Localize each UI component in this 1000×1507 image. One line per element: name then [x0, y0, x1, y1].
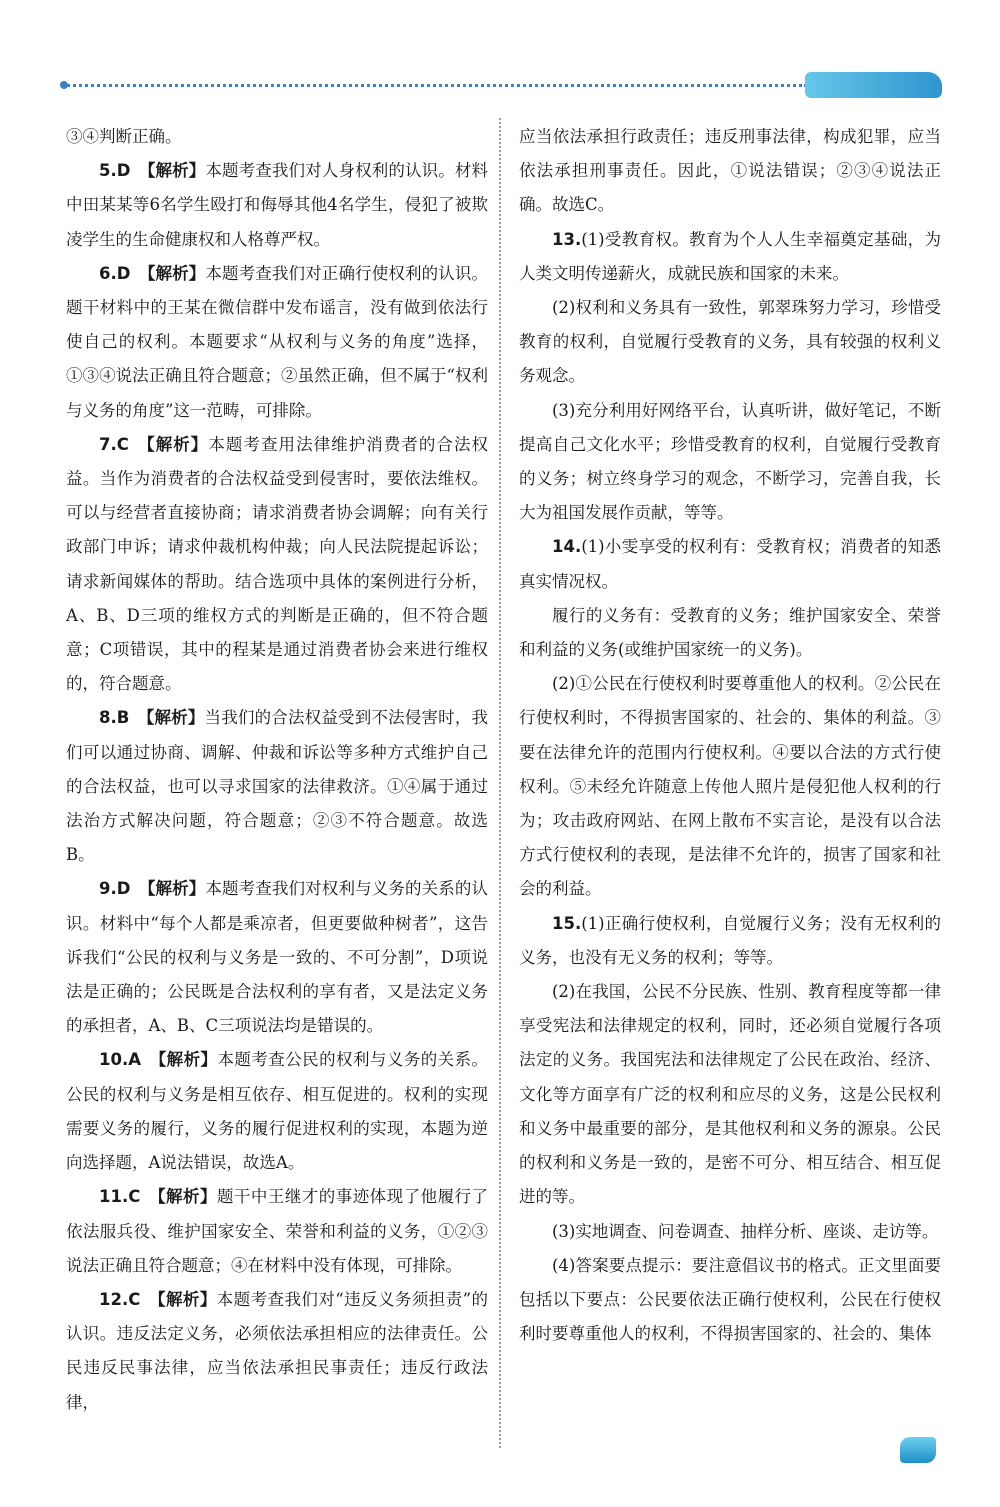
answer-paragraph — [66, 428, 488, 702]
answer-paragraph — [519, 1249, 941, 1352]
answer-text: (2)在我国，公民不分民族、性别、教育程度等都一律享受宪法和法律规定的权利，同时，还必须自觉履行各项法定的义务。我国宪法和法律规定了公民在政治、经济、文化等方面享有广泛的权利和应尽的义务，这是公民权利和义务中最重要的部分，是其他权利和义务的源泉。公民的权利和义务是一致的，是密不可分、相互结合、相互促进的等。 — [519, 982, 941, 1207]
answer-paragraph — [519, 975, 941, 1214]
question-number: 9.D — [99, 879, 131, 899]
answer-text: (3)充分利用好网络平台，认真听讲，做好笔记，不断提高自己文化水平；珍惜受教育的权利，自觉履行受教育的义务；树立终身学习的观念，不断学习，完善自我，长大为祖国发展作贡献，等等。 — [519, 400, 941, 523]
analysis-tag: 【解析】 — [148, 1187, 217, 1207]
answer-paragraph — [519, 667, 941, 906]
answer-paragraph — [519, 599, 941, 667]
answer-paragraph — [66, 257, 488, 428]
answer-text: 当我们的合法权益受到不法侵害时，我们可以通过协商、调解、仲裁和诉讼等多种方式维护自己的合法权益，也可以寻求国家的法律救济。①④属于通过法治方式解决问题，符合题意；②③不符合题意。故选B。 — [66, 708, 489, 865]
question-number: 11.C — [99, 1187, 141, 1207]
answer-paragraph — [66, 1043, 488, 1180]
answer-text: ③④判断正确。 — [66, 127, 182, 146]
answer-text: 应当依法承担行政责任；违反刑事法律，构成犯罪，应当依法承担刑事责任。因此，①说法错误；②③④说法正确。故选C。 — [519, 127, 941, 215]
analysis-tag: 【解析】 — [138, 263, 206, 283]
answer-text: 本题考查我们对“违反义务须担责”的认识。违反法定义务，必须依法承担相应的法律责任。公民违反民事法律，应当依法承担民事责任；违反行政法律， — [66, 1289, 489, 1412]
question-number: 5.D — [99, 161, 131, 181]
answer-text: 本题考查我们对人身权利的认识。材料中田某某等6名学生殴打和侮辱其他4名学生，侵犯了被欺凌学生的生命健康权和人格尊严权。 — [66, 161, 489, 249]
question-number: 10.A — [99, 1050, 141, 1070]
answer-text: (1)受教育权。教育为个人人生幸福奠定基础，为人类文明传递薪火，成就民族和国家的未来。 — [519, 229, 941, 283]
answer-paragraph — [519, 530, 941, 598]
answer-paragraph — [519, 223, 941, 291]
question-number: 6.D — [99, 263, 131, 283]
answer-text: (3)实地调查、问卷调查、抽样分析、座谈、走访等。 — [552, 1221, 939, 1241]
analysis-tag: 【解析】 — [138, 161, 206, 181]
question-number: 8.B — [99, 708, 130, 728]
answer-text: 本题考查用法律维护消费者的合法权益。当作为消费者的合法权益受到侵害时，要依法维权。可以与经营者直接协商；请求消费者协会调解；向有关行政部门申诉；请求仲裁机构仲裁；向人民法院提起诉讼；请求新闻媒体的帮助。结合选项中具体的案例进行分析，A、B、D三项的维权方式的判断是正确的，但不符合题意；C项错误，其中的程某是通过消费者协会来进行维权的，符合题意。 — [66, 434, 489, 694]
answer-paragraph — [66, 154, 488, 257]
answer-text: (1)正确行使权利，自觉履行义务；没有无权利的义务，也没有无义务的权利；等等。 — [519, 913, 941, 967]
right-column — [519, 120, 941, 1351]
answer-paragraph — [66, 701, 488, 872]
answer-text: (2)权利和义务具有一致性，郭翠珠努力学习，珍惜受教育的权利，自觉履行受教育的义务，具有较强的权利义务观念。 — [519, 298, 941, 386]
answer-text: 本题考查我们对权利与义务的关系的认识。材料中“每个人都是乘凉者，但更要做种树者”，这告诉我们“公民的权利与义务是一致的、不可分割”，D项说法是正确的；公民既是合法权利的享有者，又是法定义务的承担者，A、B、C三项说法均是错误的。 — [66, 879, 489, 1036]
page-number-badge — [900, 1437, 936, 1463]
answer-paragraph — [66, 120, 488, 154]
left-column — [66, 120, 488, 1420]
answer-text: (1)小雯享受的权利有：受教育权；消费者的知悉真实情况权。 — [519, 537, 941, 591]
column-divider — [499, 118, 501, 1448]
analysis-tag: 【解析】 — [148, 1289, 217, 1309]
analysis-tag: 【解析】 — [137, 708, 205, 728]
answer-text: 题干中王继才的事迹体现了他履行了依法服兵役、维护国家安全、荣誉和利益的义务，①②③说法正确且符合题意；④在材料中没有体现，可排除。 — [66, 1187, 489, 1275]
answer-paragraph — [66, 1283, 488, 1420]
answer-text: 本题考查公民的权利与义务的关系。公民的权利与义务是相互依存、相互促进的。权利的实现需要义务的履行，义务的履行促进权利的实现，本题为逆向选择题，A说法错误，故选A。 — [66, 1050, 488, 1173]
question-number: 13. — [552, 229, 582, 249]
answer-paragraph — [519, 1215, 941, 1249]
header-dotted-rule — [62, 84, 807, 87]
question-number: 14. — [552, 537, 582, 557]
answer-paragraph — [519, 291, 941, 394]
analysis-tag: 【解析】 — [149, 1050, 218, 1070]
answer-paragraph — [66, 1180, 488, 1283]
analysis-tag: 【解析】 — [137, 434, 209, 454]
answer-paragraph — [519, 394, 941, 531]
analysis-tag: 【解析】 — [138, 879, 206, 899]
answer-text: (4)答案要点提示：要注意倡议书的格式。正文里面要包括以下要点：公民要依法正确行使权利，公民在行使权利时要尊重他人的权利，不得损害国家的、社会的、集体 — [519, 1255, 941, 1344]
question-number: 7.C — [99, 434, 129, 454]
question-number: 12.C — [99, 1289, 141, 1309]
answer-paragraph — [519, 907, 941, 975]
question-number: 15. — [552, 913, 582, 933]
header-tab — [805, 72, 942, 98]
answer-paragraph — [519, 120, 941, 223]
answer-text: 本题考查我们对正确行使权利的认识。题干材料中的王某在微信群中发布谣言，没有做到依法行使自己的权利。本题要求“从权利与义务的角度”选择，①③④说法正确且符合题意；②虽然正确，但不属于“权利与义务的角度”这一范畴，可排除。 — [66, 263, 489, 420]
answer-paragraph — [66, 872, 488, 1043]
answer-text: 履行的义务有：受教育的义务；维护国家安全、荣誉和利益的义务(或维护国家统一的义务)。 — [519, 605, 941, 660]
answer-text: (2)①公民在行使权利时要尊重他人的权利。②公民在行使权利时，不得损害国家的、社会的、集体的利益。③要在法律允许的范围内行使权利。④要以合法的方式行使权利。⑤未经允许随意上传他人照片是侵犯他人权利的行为；攻击政府网站、在网上散布不实言论，是没有以合法方式行使权利的表现，是法律不允许的，损害了国家和社会的利益。 — [519, 674, 941, 899]
